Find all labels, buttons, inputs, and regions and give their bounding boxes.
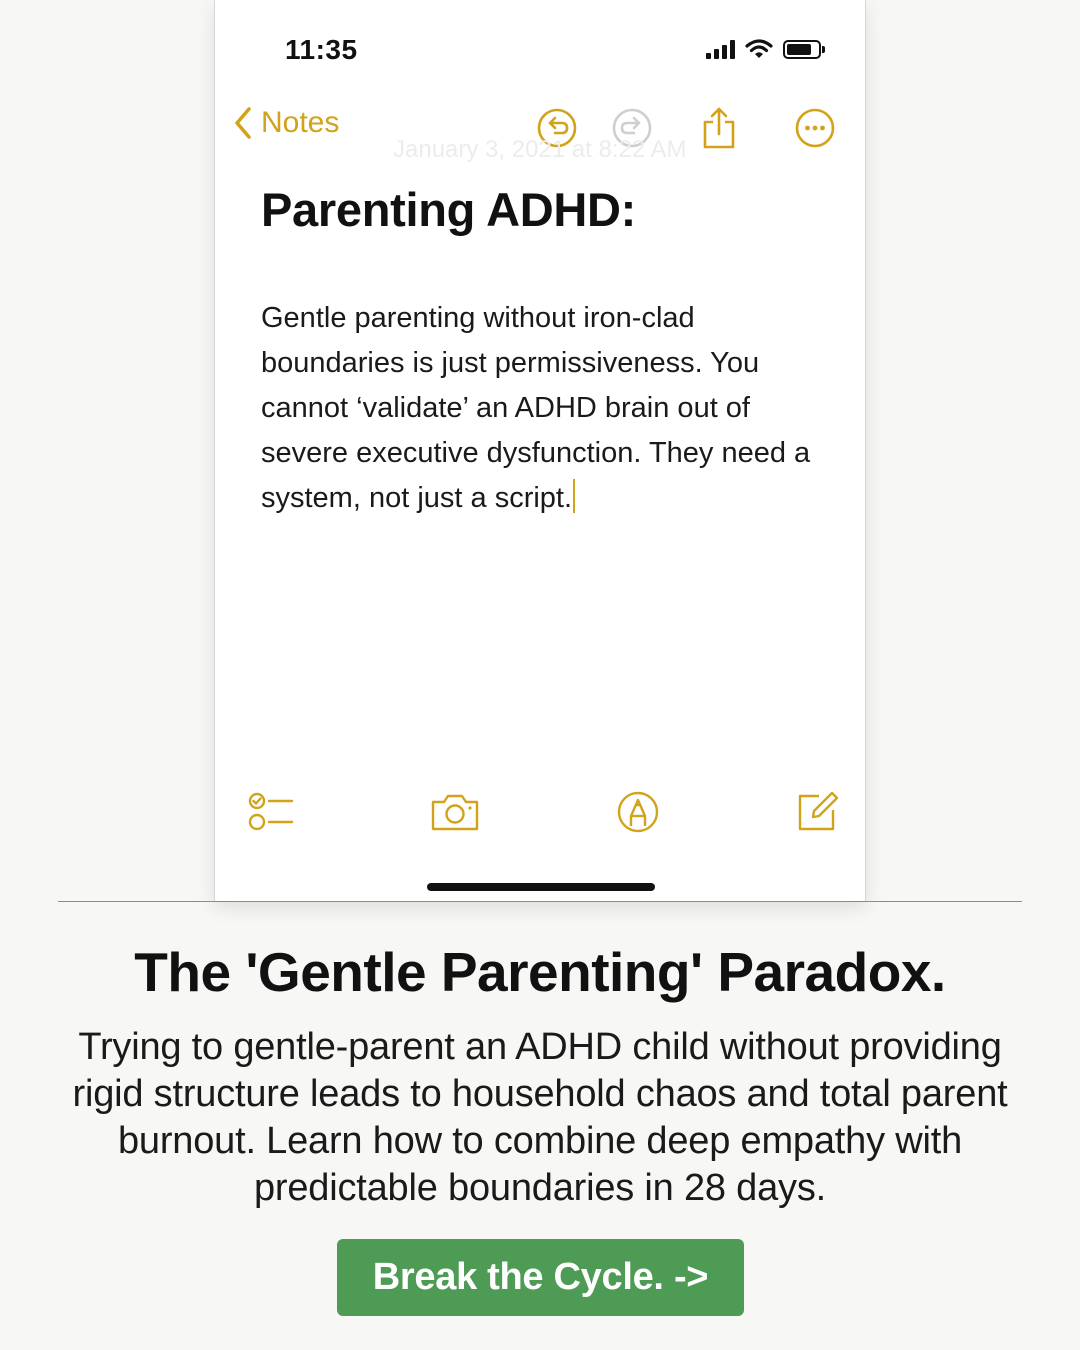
cta-button[interactable]: Break the Cycle. -> xyxy=(337,1239,744,1316)
status-icons xyxy=(706,38,825,60)
markup-button[interactable] xyxy=(612,786,664,838)
status-time: 11:35 xyxy=(285,34,358,65)
phone-screen xyxy=(214,0,866,902)
back-label: Notes xyxy=(261,106,340,139)
battery-icon xyxy=(783,40,825,59)
wifi-icon xyxy=(745,38,773,60)
divider xyxy=(58,901,1022,902)
note-title: Parenting ADHD: xyxy=(261,183,636,236)
compose-icon xyxy=(795,790,839,834)
more-icon xyxy=(794,107,836,149)
ad-headline: The 'Gentle Parenting' Paradox. xyxy=(134,941,946,1003)
back-button[interactable] xyxy=(233,106,339,140)
note-body[interactable] xyxy=(261,296,831,521)
home-indicator xyxy=(427,883,655,891)
share-icon xyxy=(699,106,739,150)
camera-icon xyxy=(429,792,481,832)
cellular-signal-icon xyxy=(706,39,735,59)
note-body-text: Gentle parenting without iron-clad boundaries is just permissiveness. You cannot ‘validate’ an ADHD brain out of severe executive dysfunction. They need a system, not just a script. xyxy=(261,302,811,514)
checklist-button[interactable] xyxy=(245,786,297,838)
chevron-left-icon xyxy=(233,106,253,140)
checklist-icon xyxy=(247,790,295,834)
share-button[interactable] xyxy=(697,106,741,150)
more-button[interactable] xyxy=(793,106,837,150)
text-cursor xyxy=(573,479,575,513)
markup-icon xyxy=(616,790,660,834)
camera-button[interactable] xyxy=(429,786,481,838)
compose-button[interactable] xyxy=(791,786,843,838)
ad-subtext: Trying to gentle-parent an ADHD child without providing rigid structure leads to household chaos and total parent burnout. Learn how to combine deep empathy with predictable boundaries in 28 days. xyxy=(72,1026,1008,1209)
note-date: January 3, 2021 at 8:22 AM xyxy=(393,136,687,163)
